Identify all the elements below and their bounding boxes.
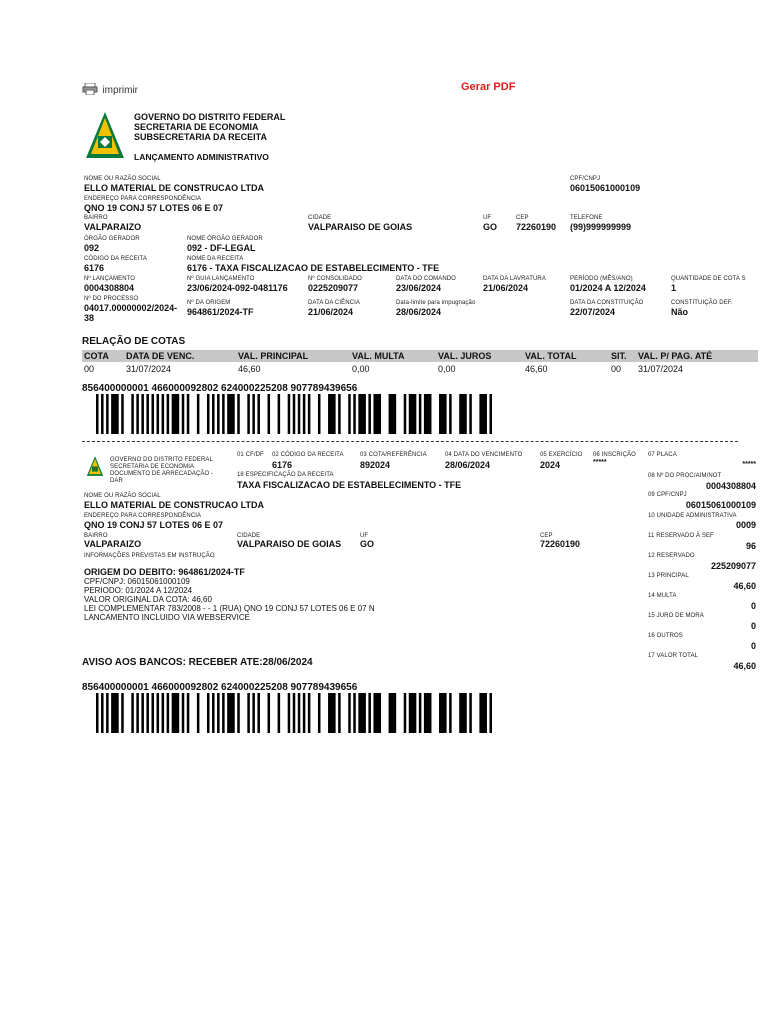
lavratura-label: DATA DA LAVRATURA (483, 276, 546, 282)
cpf-value: 06015061000109 (570, 183, 641, 193)
barcode-bar (257, 394, 260, 434)
bairro-value: VALPARAIZO (84, 222, 142, 232)
dar-total-value: 46,60 (733, 661, 756, 671)
processo-value-1: 04017.00000002/2024- (84, 303, 178, 313)
nome-receita-label: NOME DA RECEITA (187, 256, 244, 262)
cidade-label: CIDADE (308, 215, 332, 221)
nome-value: ELLO MATERIAL DE CONSTRUCAO LTDA (84, 183, 264, 193)
dar-espec-value: TAXA FISCALIZACAO DE ESTABELECIMENTO - TFE (237, 480, 462, 490)
dar-proc-label: 08 Nº DO PROC/AIM/NOT (648, 473, 722, 479)
barcode-bar (318, 394, 321, 434)
barcode-bar (489, 394, 492, 434)
barcode-bar (268, 693, 271, 733)
barcode-bar (182, 693, 185, 733)
barcode-bar (328, 394, 336, 434)
dar-cep-value: 72260190 (540, 539, 581, 549)
cotas-title: RELAÇÃO DE COTAS (82, 336, 186, 347)
barcode-bar (217, 693, 220, 733)
bairro-label: BAIRRO (84, 215, 108, 221)
quantidade-label: QUANTIDADE DE COTA S (671, 276, 746, 282)
barcode-bar (439, 693, 447, 733)
consolidado-value: 0225209077 (308, 283, 359, 293)
orgao-label: ÓRGÃO GERADOR (84, 236, 140, 242)
cep-value: 72260190 (516, 222, 557, 232)
guia-label: Nº GUIA LANÇAMENTO (187, 276, 255, 282)
cotas-header-multa: VAL. MULTA (352, 351, 405, 361)
comando-value: 23/06/2024 (396, 283, 442, 293)
aviso-bancos: AVISO AOS BANCOS: RECEBER ATE:28/06/2024 (82, 657, 313, 668)
cod-receita-value: 6176 (84, 263, 105, 273)
barcode-number-bottom: 856400000001 466000092802 624000225208 907789439656 (82, 682, 358, 693)
barcode-bar (389, 693, 397, 733)
dar-multa-label: 14 MULTA (648, 593, 677, 599)
dar-info-label: INFORMAÇÕES PREVISTAS EM INSTRUÇÃO (84, 553, 215, 559)
barcode-bar (212, 693, 215, 733)
dar-header-4: DAR (110, 478, 123, 484)
cotas-header-pag-ate: VAL. P/ PAG. ATÉ (638, 351, 713, 361)
barcode-bar (227, 693, 235, 733)
barcode-bar (469, 693, 472, 733)
dar-info-1: ORIGEM DO DEBITO: 964861/2024-TF (84, 567, 245, 577)
barcode-bar (212, 394, 215, 434)
dar-res11-label: 11 RESERVADO À SEF (648, 533, 714, 539)
barcode-bar (167, 693, 170, 733)
barcode-bar (197, 693, 200, 733)
barcode-bar (207, 693, 210, 733)
processo-label: Nº DO PROCESSO (84, 296, 139, 302)
dar-uf-label: UF (360, 533, 369, 539)
barcode-bar (368, 394, 371, 434)
barcode-bar (373, 693, 381, 733)
header-line-3: SUBSECRETARIA DA RECEITA (134, 132, 268, 142)
barcode-bar (222, 693, 225, 733)
ciencia-label: DATA DA CIÊNCIA (308, 300, 360, 306)
barcode-bar (111, 394, 119, 434)
barcode-bar (353, 394, 356, 434)
dar-juros-value: 0 (750, 621, 756, 631)
dar-cota-ref-value: 892024 (360, 460, 391, 470)
barcode-bar (146, 693, 149, 733)
endereco-value: QNO 19 CONJ 57 LOTES 06 E 07 (84, 203, 224, 213)
barcode-bar (268, 394, 271, 434)
barcode-bar (247, 394, 250, 434)
barcode-bar (278, 693, 281, 733)
dar-placa-label: 07 PLACA (648, 452, 677, 458)
dar-cpf-label: 09 CPF/CNPJ (648, 492, 687, 498)
processo-value-2: 38 (84, 313, 95, 323)
barcode-bar (101, 394, 104, 434)
barcode-bar (136, 693, 139, 733)
dar-cidade-label: CIDADE (237, 533, 261, 539)
header-line-1: GOVERNO DO DISTRITO FEDERAL (134, 112, 286, 122)
dar-info-3: PERIODO: 01/2024 A 12/2024 (84, 586, 193, 595)
dar-header-3: DOCUMENTO DE ARRECADAÇÃO - (110, 471, 214, 477)
dar-exercicio-label: 05 EXERCÍCIO (540, 452, 583, 458)
barcode-bar (338, 693, 341, 733)
dar-cfdf-label: 01 CF/DF (237, 452, 264, 458)
barcode-bar (439, 394, 447, 434)
barcode-bar (288, 394, 291, 434)
print-button[interactable] (82, 80, 138, 98)
barcode-bar (217, 394, 220, 434)
barcode-bar (389, 394, 397, 434)
cidade-value: VALPARAISO DE GOIAS (308, 222, 413, 232)
endereco-label: ENDEREÇO PARA CORRESPONDÊNCIA (84, 196, 202, 202)
cotas-header-principal: VAL. PRINCIPAL (238, 351, 309, 361)
origem-label: Nº DA ORIGEM (187, 300, 231, 306)
barcode-bar (136, 394, 139, 434)
barcode-bar (257, 693, 260, 733)
dar-uf-value: GO (360, 539, 375, 549)
barcode-bar (111, 693, 119, 733)
dar-info-4: VALOR ORIGINAL DA COTA: 46,60 (84, 595, 212, 604)
barcode-bar (141, 394, 144, 434)
quantidade-value: 1 (671, 283, 677, 293)
dar-endereco-value: QNO 19 CONJ 57 LOTES 06 E 07 (84, 520, 224, 530)
dar-total-label: 17 VALOR TOTAL (648, 653, 698, 659)
dar-principal-value: 46,60 (733, 581, 756, 591)
dar-multa-value: 0 (750, 601, 756, 611)
dar-espec-label: 18 ESPECIFICAÇÃO DA RECEITA (237, 472, 334, 478)
barcode-bar (348, 394, 351, 434)
barcode-bar (131, 693, 134, 733)
barcode-bar (252, 394, 255, 434)
barcode-bar (121, 394, 124, 434)
const-def-value: Não (671, 307, 689, 317)
barcode-bar (101, 693, 104, 733)
nome-receita-value: 6176 - TAXA FISCALIZACAO DE ESTABELECIMENTO - TFE (187, 263, 440, 273)
dar-outros-value: 0 (750, 641, 756, 651)
barcode-bar (303, 693, 306, 733)
cotas-cell-multa: 0,00 (352, 364, 370, 374)
lavratura-value: 21/06/2024 (483, 283, 529, 293)
cod-receita-label: CÓDIGO DA RECEITA (84, 256, 147, 262)
constituicao-label: DATA DA CONSTITUIÇÃO (570, 300, 644, 306)
barcode-bar (373, 394, 381, 434)
document-title: LANÇAMENTO ADMINISTRATIVO (134, 152, 269, 162)
dar-nome-value: ELLO MATERIAL DE CONSTRUCAO LTDA (84, 500, 264, 510)
orgao-value: 092 (84, 243, 100, 253)
dar-res11-value: 96 (745, 541, 756, 551)
barcode-bar (172, 693, 180, 733)
barcode-bar (404, 693, 407, 733)
dar-vencimento-value: 28/06/2024 (445, 460, 491, 470)
barcode-bar (469, 394, 472, 434)
dar-inscricao-label: 06 INSCRIÇÃO (593, 452, 636, 458)
barcode-bar (96, 693, 99, 733)
barcode-bar (419, 693, 422, 733)
nome-label: NOME OU RAZÃO SOCIAL (84, 176, 161, 182)
barcode-bar (187, 394, 190, 434)
barcode-bar (308, 693, 311, 733)
barcode-top (96, 394, 492, 434)
barcode-bar (106, 394, 109, 434)
cotas-header-cota: COTA (84, 351, 109, 361)
barcode-bar (162, 394, 165, 434)
dar-inscricao-value: ***** (593, 459, 607, 466)
dar-nome-label: NOME OU RAZÃO SOCIAL (84, 493, 161, 499)
cotas-cell-principal: 46,60 (238, 364, 261, 374)
dar-unidade-label: 10 UNIDADE ADMINISTRATIVA (648, 513, 737, 519)
dar-outros-label: 16 OUTROS (648, 633, 683, 639)
barcode-bar (106, 693, 109, 733)
barcode-bar (424, 693, 432, 733)
cotas-cell-sit: 00 (611, 364, 622, 374)
barcode-number-top: 856400000001 466000092802 624000225208 907789439656 (82, 383, 358, 394)
barcode-bar (318, 693, 321, 733)
barcode-bar (157, 693, 160, 733)
barcode-bar (227, 394, 235, 434)
barcode-bar (358, 394, 366, 434)
barcode-bar (162, 693, 165, 733)
consolidado-label: Nº CONSOLIDADO (308, 276, 362, 282)
header-line-2: SECRETARIA DE ECONOMIA (134, 122, 259, 132)
cotas-cell-cota: 00 (84, 364, 95, 374)
dar-cota-ref-label: 03 COTA/REFERÊNCIA (360, 452, 427, 458)
barcode-bar (222, 394, 225, 434)
barcode-bar (187, 693, 190, 733)
print-label[interactable]: imprimir (102, 85, 138, 96)
barcode-bar (298, 693, 301, 733)
barcode-bar (353, 693, 356, 733)
barcode-bar (146, 394, 149, 434)
barcode-bar (404, 394, 407, 434)
barcode-bar (459, 693, 467, 733)
barcode-bar (449, 693, 452, 733)
dar-header-1: GOVERNO DO DISTRITO FEDERAL (110, 457, 213, 463)
barcode-bar (151, 394, 154, 434)
dar-proc-value: 0004308804 (705, 481, 756, 491)
dar-vencimento-label: 04 DATA DO VENCIMENTO (445, 452, 523, 458)
dar-unidade-value: 0009 (735, 520, 756, 530)
limite-label: Data-limite para impugnação (396, 300, 476, 306)
barcode-bar (328, 693, 336, 733)
barcode-bar (121, 693, 124, 733)
barcode-bar (409, 693, 417, 733)
dar-bairro-value: VALPARAIZO (84, 539, 142, 549)
barcode-bar (459, 394, 467, 434)
cotas-header-vencimento: DATA DE VENC. (126, 351, 195, 361)
cut-line (82, 441, 738, 442)
cotas-cell-pag-ate: 31/07/2024 (638, 364, 684, 374)
barcode-bar (96, 394, 99, 434)
barcode-bar (182, 394, 185, 434)
barcode-bar (151, 693, 154, 733)
barcode-bar (247, 693, 250, 733)
cotas-header-sit: SIT. (611, 351, 627, 361)
cotas-header-total: VAL. TOTAL (525, 351, 577, 361)
barcode-bar (409, 394, 417, 434)
barcode-bar (293, 394, 296, 434)
barcode-bar (207, 394, 210, 434)
cotas-header-juros: VAL. JUROS (438, 351, 492, 361)
barcode-bottom (96, 693, 492, 733)
barcode-bar (172, 394, 180, 434)
cpf-label: CPF/CNPJ (570, 176, 601, 182)
dar-principal-label: 13 PRINCIPAL (648, 573, 689, 579)
dar-juros-label: 15 JURO DE MORA (648, 613, 704, 619)
barcode-bar (167, 394, 170, 434)
comando-label: DATA DO COMANDO (396, 276, 456, 282)
periodo-label: PERÍODO (MÊS/ANO) (570, 276, 633, 282)
dar-endereco-label: ENDEREÇO PARA CORRESPONDÊNCIA (84, 513, 202, 519)
dar-cep-label: CEP (540, 533, 553, 539)
barcode-bar (368, 693, 371, 733)
ciencia-value: 21/06/2024 (308, 307, 354, 317)
dar-info-5: LEI COMPLEMENTAR 783/2008 - - 1 (RUA) QNO 19 CONJ 57 LOTES 06 E 07 N (84, 604, 375, 613)
dar-cpf-value: 06015061000109 (685, 500, 756, 510)
barcode-bar (288, 693, 291, 733)
barcode-bar (303, 394, 306, 434)
barcode-bar (419, 394, 422, 434)
dar-exercicio-value: 2024 (540, 460, 561, 470)
telefone-value: (99)999999999 (570, 222, 632, 232)
barcode-bar (131, 394, 134, 434)
cotas-header-row (82, 350, 758, 362)
generate-pdf-link[interactable]: Gerar PDF (461, 81, 516, 93)
dar-cidade-value: VALPARAISO DE GOIAS (237, 539, 342, 549)
dar-info-6: LANCAMENTO INCLUIDO VIA WEBSERVICE (84, 613, 250, 622)
telefone-label: TELEFONE (570, 215, 603, 221)
barcode-bar (424, 394, 432, 434)
periodo-value: 01/2024 A 12/2024 (570, 283, 646, 293)
cotas-cell-vencimento: 31/07/2024 (126, 364, 172, 374)
dar-bairro-label: BAIRRO (84, 533, 108, 539)
dar-res12-label: 12 RESERVADO (648, 553, 695, 559)
barcode-bar (489, 693, 492, 733)
nome-orgao-label: NOME ÓRGÃO GERADOR (187, 236, 263, 242)
const-def-label: CONSTITUIÇÃO DEF. (671, 300, 733, 306)
origem-value: 964861/2024-TF (187, 307, 254, 317)
barcode-bar (348, 693, 351, 733)
constituicao-value: 22/07/2024 (570, 307, 616, 317)
cotas-cell-total: 46,60 (525, 364, 548, 374)
barcode-bar (449, 394, 452, 434)
barcode-bar (237, 693, 240, 733)
gdf-crest-icon (84, 110, 126, 160)
barcode-bar (338, 394, 341, 434)
barcode-bar (479, 394, 487, 434)
uf-value: GO (483, 222, 498, 232)
lancamento-label: Nº LANÇAMENTO (84, 276, 136, 282)
dar-res12-value: 225209077 (710, 561, 756, 571)
uf-label: UF (483, 215, 492, 221)
dar-header-2: SECRETARIA DE ECONOMIA (110, 464, 195, 470)
barcode-bar (358, 693, 366, 733)
cotas-cell-juros: 0,00 (438, 364, 456, 374)
dar-placa-value: ***** (742, 461, 756, 468)
barcode-bar (197, 394, 200, 434)
barcode-bar (157, 394, 160, 434)
cep-label: CEP (516, 215, 529, 221)
barcode-bar (479, 693, 487, 733)
gdf-crest-small-icon (86, 454, 104, 478)
nome-orgao-value: 092 - DF-LEGAL (187, 243, 256, 253)
dar-info-2: CPF/CNPJ: 06015061000109 (84, 577, 190, 586)
barcode-bar (278, 394, 281, 434)
dar-cod-receita-label: 02 CÓDIGO DA RECEITA (272, 452, 344, 458)
printer-icon (82, 83, 98, 95)
barcode-bar (237, 394, 240, 434)
guia-value: 23/06/2024-092-0481176 (187, 283, 288, 293)
barcode-bar (141, 693, 144, 733)
barcode-bar (293, 693, 296, 733)
barcode-bar (308, 394, 311, 434)
barcode-bar (298, 394, 301, 434)
barcode-bar (252, 693, 255, 733)
dar-cod-receita-value: 6176 (272, 460, 293, 470)
limite-value: 28/06/2024 (396, 307, 442, 317)
lancamento-value: 0004308804 (84, 283, 135, 293)
